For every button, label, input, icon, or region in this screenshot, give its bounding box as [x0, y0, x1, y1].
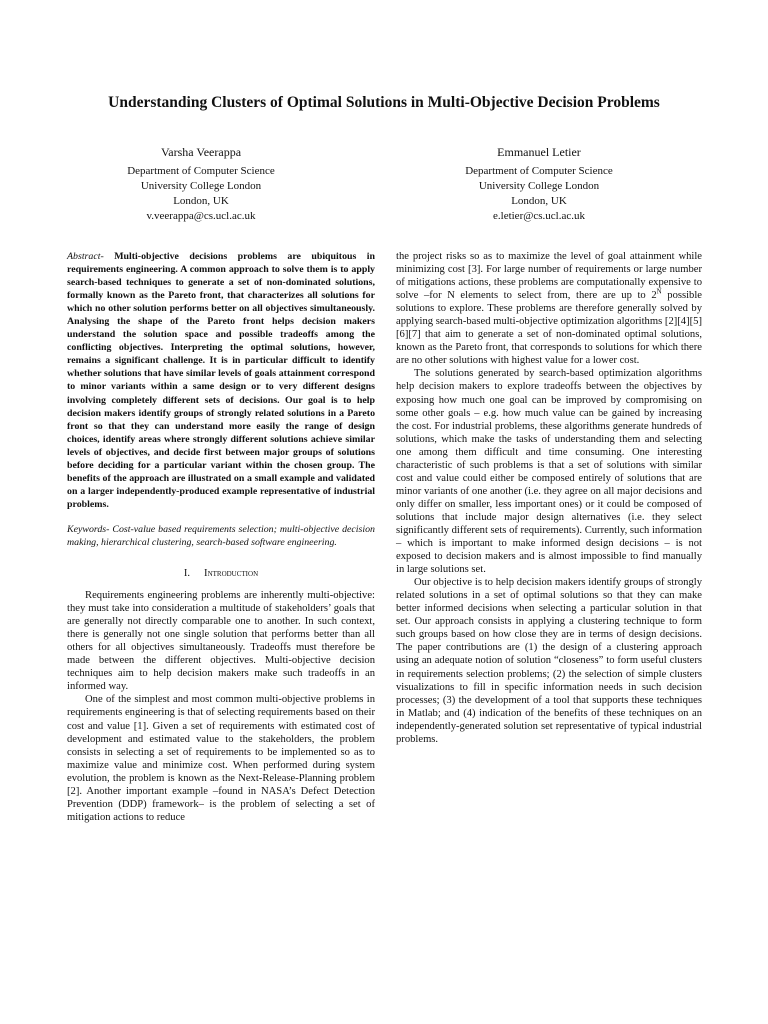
author-location: London, UK	[173, 195, 229, 207]
intro-paragraph-4: Our objective is to help decision makers identify groups of strongly related solutions in a set of optimal solutions so that they can make better informed decisions when selecting a particular solution in that set. Our approach consists in applying a clustering technique to form such groups based on how close they are in terms of design decisions. The paper contributions are (1) the design of a clustering approach using an adequate notion of solution “closeness” to form useful clusters in requirements selection problems; (2) the selection of simple clusters visualizations to fill in specific information needs in such decision processes; (3) the development of a tool that supports these techniques in Matlab; and (4) indication of the benefits of these techniques on an independently-generated solution set representative of typical industrial problems.	[396, 577, 702, 745]
author-location: London, UK	[511, 195, 567, 207]
intro-paragraph-1: Requirements engineering problems are inherently multi-objective: they must take into consideration a multitude of stakeholders’ goals that are generally not directly comparable one to another. In such context, there is generally not one single solution that performs better than all others for all objectives simultaneously. Tradeoffs must therefore be made between the different objectives. Multi-objective decision techniques aim to help decision makers make such tradeoffs in an informed way.	[67, 590, 375, 693]
author-name: Emmanuel Letier	[497, 145, 581, 159]
abstract-label: Abstract-	[67, 251, 104, 262]
keywords: Keywords- Cost-value based requirements selection; multi-objective decision making, hierarchical clustering, search-based software engineering.	[67, 523, 375, 548]
intro-paragraph-continued	[396, 250, 702, 367]
author-email: e.letier@cs.ucl.ac.uk	[493, 210, 585, 222]
author-institution: University College London	[478, 180, 600, 192]
author-block-2	[409, 145, 669, 224]
section-number: I.	[183, 568, 191, 580]
author-name: Varsha Veerappa	[160, 145, 242, 159]
section-heading	[67, 567, 375, 580]
intro-paragraph-3: The solutions generated by search-based optimization algorithms help decision makers to explore tradeoffs between the objectives by exposing how much one goal can be improved by compromising on some other goals – e.g. how much value can be gained by increasing the cost. For industrial problems, these algorithms generate hundreds of solutions, which make the tasks of understanding them and selecting one among them difficult and time consuming. One interesting characteristic of such problems is that a set of solutions with similar cost and value could either be composed entirely of solutions that are minor variants of one another (i.e. they agree on all major decisions and only differ on smaller, less important ones) or it could be composed of solutions that include major design alternatives (i.e. they select significantly different sets of requirements). Currently, such information – which is important to make informed design decisions – is not exposed to decision makers and is almost impossible to find manually in large solutions set.	[396, 368, 702, 576]
abstract	[67, 250, 375, 511]
author-email: v.veerappa@cs.ucl.ac.uk	[146, 210, 256, 222]
intro-paragraph-2: One of the simplest and most common multi-objective problems in requirements engineering is that of selecting requirements based on their cost and value [1]. Given a set of requirements with estimated cost of development and estimated value to the stakeholders, the problem consists in selecting a set of requirements to be implemented so as to maximize value and minimize cost. When performed during system evolution, the problem is known as the Next-Release-Planning problem [2]. Another important example –found in NASA’s Defect Detection Prevention (DDP) framework– is the problem of selecting a set of mitigation actions to reduce	[67, 694, 375, 823]
text-segment: possible solutions to explore. These problems are therefore generally solved by applying search-based multi-objective optimization algorithms [2][4][5][6][7] that aim to generate a set of non-dominated optimal solutions, known as the Pareto front, that corresponds to solutions for which there are no other solutions with highest value for a lower cost.	[396, 290, 703, 367]
author-block-1	[71, 145, 331, 224]
author-department: Department of Computer Science	[465, 165, 613, 177]
author-department: Department of Computer Science	[127, 165, 275, 177]
superscript: N	[656, 287, 662, 296]
text-segment: the project risks so as to maximize the level of goal attainment while minimizing cost [3]. For large number of requirements or large number of mitigations actions, these problems are computationally expensive to solve –for N elements to select from, there are up to 2	[396, 251, 702, 302]
left-column	[67, 250, 375, 824]
right-column	[396, 250, 702, 746]
paper-title: Understanding Clusters of Optimal Solutions in Multi-Objective Decision Problems	[108, 94, 660, 111]
section-title: Introduction	[204, 568, 259, 580]
author-institution: University College London	[140, 180, 262, 192]
abstract-text: Multi-objective decisions problems are ubiquitous in requirements engineering. A common approach to solve them is to apply search-based techniques to generate a set of non-dominated solutions, formally known as the Pareto front, that characterizes all solutions for which no other solution performs better on all objectives simultaneously. Analysing the shape of the Pareto front helps decision makers understand the solution space and possible tradeoffs among the conflicting objectives. Interpreting the optimal solutions, however, remains a significant challenge. It is in particular difficult to identify whether solutions that have similar levels of goals attainment correspond to minor variants within a same design or to very different designs involving completely different sets of decisions. Our goal is to help decision makers identify groups of strongly related solutions in a Pareto front so that they can understand more easily the range of design choices, identify areas where strongly different solutions achieve similar levels of objectives, and decide first between major groups of solutions before deciding for a particular variant within the chosen group. The benefits of the approach are illustrated on a small example and validated on a larger independently-produced example representative of industrial problems.	[67, 251, 376, 510]
